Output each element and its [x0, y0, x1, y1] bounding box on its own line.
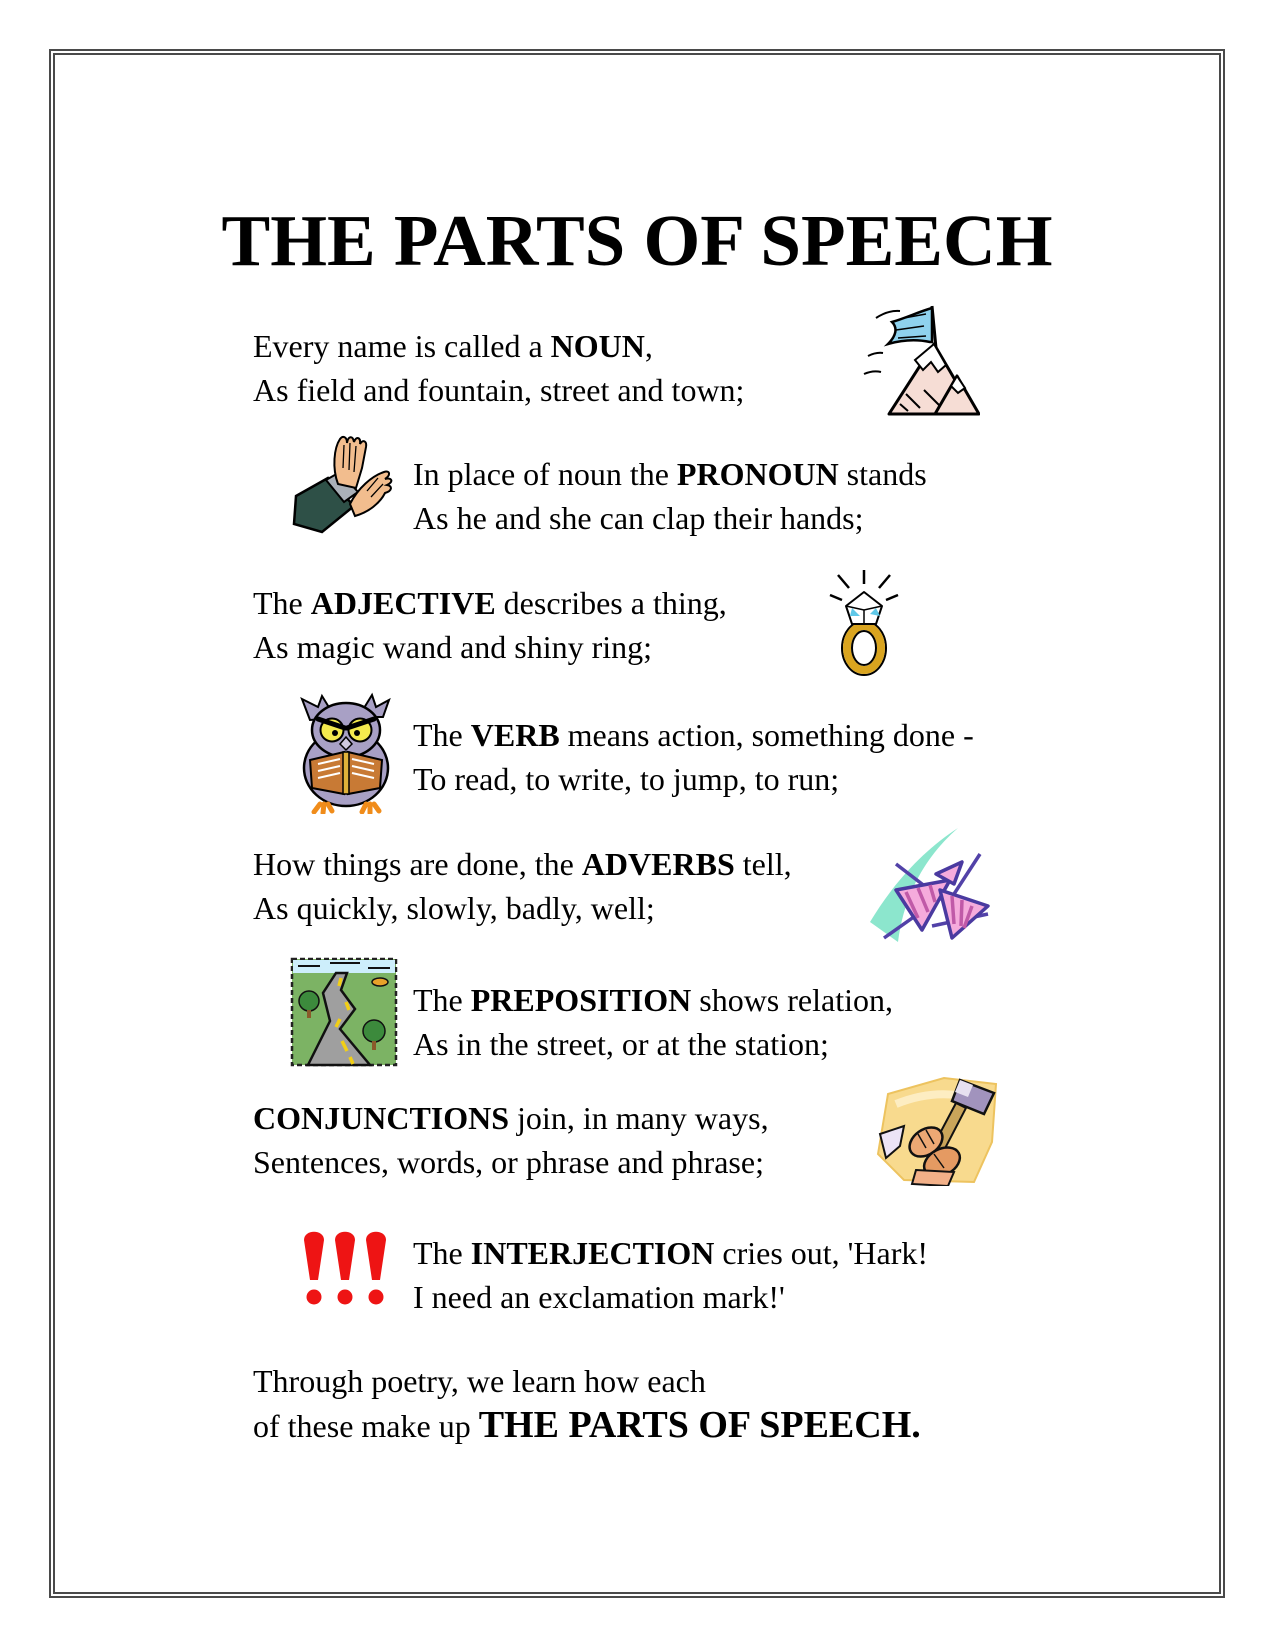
stanza-conjunction	[253, 1096, 769, 1184]
stanza-verb	[413, 713, 974, 801]
poem-line: I need an exclamation mark!'	[413, 1279, 785, 1315]
keyword-adjective: ADJECTIVE	[310, 585, 496, 621]
owl-reading-icon	[294, 692, 400, 814]
stanza-adverb	[253, 842, 792, 930]
dancing-shoes-icon	[852, 826, 998, 944]
page-title: THE PARTS OF SPEECH	[221, 199, 1053, 281]
poem-line: As quickly, slowly, badly, well;	[253, 890, 655, 926]
poem-line: In place of noun the PRONOUN stands	[413, 456, 927, 492]
closing-title-bold: THE PARTS OF SPEECH.	[478, 1404, 921, 1446]
clapping-hands-icon	[292, 434, 394, 534]
mountain-flag-icon	[848, 300, 980, 418]
winding-road-icon	[290, 957, 398, 1067]
poem-line: Sentences, words, or phrase and phrase;	[253, 1144, 764, 1180]
poem-line: As in the street, or at the station;	[413, 1026, 829, 1062]
poem-line: The ADJECTIVE describes a thing,	[253, 585, 727, 621]
keyword-interjection: INTERJECTION	[470, 1235, 715, 1271]
keyword-noun: NOUN	[550, 328, 645, 364]
stanza-interjection	[413, 1231, 928, 1319]
stanza-pronoun	[413, 452, 927, 540]
stanza-adjective	[253, 581, 727, 669]
poem-line: As magic wand and shiny ring;	[253, 629, 653, 665]
keyword-adverbs: ADVERBS	[581, 846, 735, 882]
poem-line: How things are done, the ADVERBS tell,	[253, 846, 792, 882]
poem-line: The PREPOSITION shows relation,	[413, 982, 893, 1018]
exclamation-marks-icon	[299, 1228, 391, 1306]
poem-line: of these make up THE PARTS OF SPEECH.	[253, 1404, 921, 1446]
hammering-hands-icon	[874, 1076, 1000, 1186]
stanza-noun	[253, 324, 744, 412]
diamond-ring-icon	[828, 566, 900, 678]
poem-line: The INTERJECTION cries out, 'Hark!	[413, 1235, 929, 1271]
poem-line: The VERB means action, something done -	[413, 717, 974, 753]
keyword-verb: VERB	[470, 717, 560, 753]
closing-couplet	[253, 1358, 921, 1448]
keyword-conjunctions: CONJUNCTIONS	[253, 1100, 510, 1136]
keyword-pronoun: PRONOUN	[676, 456, 839, 492]
stanza-preposition	[413, 978, 893, 1066]
poem-line: Through poetry, we learn how each	[253, 1363, 706, 1399]
poem-line: As he and she can clap their hands;	[413, 500, 864, 536]
poem-line: To read, to write, to jump, to run;	[413, 761, 840, 797]
poem-line: CONJUNCTIONS join, in many ways,	[253, 1100, 769, 1136]
poem-line: Every name is called a NOUN,	[253, 328, 653, 364]
keyword-preposition: PREPOSITION	[470, 982, 692, 1018]
poem-line: As field and fountain, street and town;	[253, 372, 745, 408]
